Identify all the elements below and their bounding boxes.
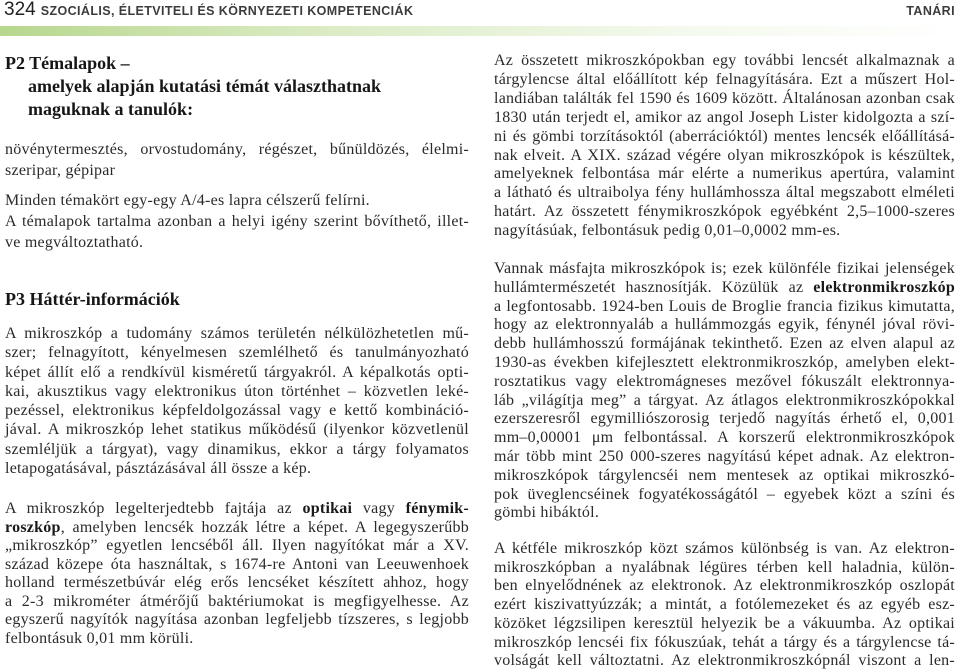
text-line: láb „világítja meg” a tárgyat. Az átlagos elektronmikroszkópokkal <box>494 391 955 409</box>
text-line: nagyításúak, felbontásuk pedig 0,01–0,0002 mm-es. <box>494 222 841 240</box>
text-line: a legfontosabb. 1924-ben Louis de Broglie francia fizikus kimutatta, <box>494 297 955 315</box>
text-line: ben elnyelődnének az elektronok. Az elektronmikroszkóp oszlopát <box>494 577 955 595</box>
bold-term: optikai <box>302 500 353 517</box>
text-line: A témalapok tartalma azonban a helyi igény szerint bővíthető, illet- <box>5 213 469 230</box>
text-run: , amelyben lencsék hozzák létre a képet. A legegyszerűbb <box>60 518 469 536</box>
text-line: a látható és ultraibolya fény hullámhossza által megszabott elméleti <box>494 184 955 202</box>
text-line: Az összetett mikroszkópokban egy további lencsét alkalmaznak a <box>494 52 955 69</box>
running-title: SZOCIÁLIS, ÉLETVITELI ÉS KÖRNYEZETI KOMPETENCIÁK <box>40 4 414 18</box>
text-run: vagy <box>352 500 406 517</box>
text-line: ezért kiszivattyúzzák; a mintát, a fotólemezeket és az egyéb esz- <box>494 596 955 614</box>
text-line: hogy az elektronnyaláb a hullámmozgás egyik, fénynél jóval rövi- <box>494 316 955 334</box>
text-line: letapogatásával, pásztázásával áll össze a kép. <box>5 460 312 478</box>
text-line: nak elveit. A XIX. század végére olyan mikroszkópok is készültek, <box>494 146 955 164</box>
text-line: mikroszkópok tárgylencséi nem mentesek az optikai mikroszkó- <box>494 466 955 484</box>
text-run: A mikroszkóp legelterjedtebb fajtája az <box>5 500 303 517</box>
p2-heading <box>5 52 469 121</box>
text-line: amelyeknek felbontása már elérte a numerikus apertúra, valamint <box>494 165 955 183</box>
text-line: 1930-as években kifejlesztett elektronmikroszkóp, amelyben elekt- <box>494 353 955 371</box>
text-line: mm–0,00001 μm felbontással. A korszerű elektronmikroszkópok <box>494 429 955 447</box>
text-line: A mikroszkóp a tudomány számos területén nélkülözhetetlen mű- <box>5 325 469 342</box>
text-line: rosztatikus vagy elektromágneses mezővel fókuszált elektronnya- <box>494 372 955 390</box>
bold-term: roszkóp <box>5 518 61 536</box>
bold-term: fénymik- <box>405 500 469 517</box>
topic-list <box>5 140 469 181</box>
text-line: landiában találták fel 1590 és 1609 között. Általánosan azonban csak <box>494 89 955 107</box>
edition-label: TANÁRI <box>906 4 955 18</box>
text-line: a 2-3 mikrométer átmérőjű baktériumokat is megfigyelhesse. Az <box>5 592 469 610</box>
text-line: növénytermesztés, orvostudomány, régészet, bűnüldözés, élelmi- <box>5 141 469 158</box>
body-paragraph <box>494 260 955 523</box>
text-line: egyszerű nagyítók nagyítása azonban legfeljebb tízszeres, s legjobb <box>5 611 469 628</box>
text-line <box>5 519 469 538</box>
p2-heading-title: P2 Témalapok – <box>5 53 130 73</box>
topic-note <box>5 211 469 253</box>
text-line: gömbi hibáktól. <box>494 504 600 522</box>
text-line: debb hullámhosszú formájának tekinthető. Ezen az elven alapul az <box>494 335 955 353</box>
text-line: közöket légzsilipen keresztül helyezik be a vákuumba. Az optikai <box>494 614 955 632</box>
text-line: pok üveglencséinek fogyatékosságától – egyebek közt a színi és <box>494 485 955 503</box>
text-line: „mikroszkóp” egyetlen lencséből áll. Ilyen nagyítókat már a XV. <box>5 537 469 554</box>
text-line: Vannak másfajta mikroszkópok is; ezek különféle fizikai jelenségek <box>494 260 955 277</box>
running-header <box>4 0 955 22</box>
text-line: ezerszeresről egymilliószorosig terjedő nagyítás érhető el, 0,001 <box>494 410 955 428</box>
text-line: szemléljük a tárgyat), vagy dinamikus, ekkor a tárgy folyamatos <box>5 440 469 458</box>
text-line: kai, akusztikus vagy elektronikus úton történhet – közvetlen leké- <box>5 382 469 400</box>
text-line: holland természetbúvár elég erős lencséket készített ahhoz, hogy <box>5 574 469 591</box>
text-line: ve megváltoztatható. <box>5 234 144 251</box>
topic-note <box>5 190 469 211</box>
body-paragraph <box>5 324 469 478</box>
bold-term: elektronmikroszkóp <box>813 278 955 296</box>
header-band <box>0 26 959 36</box>
text-line <box>494 279 955 298</box>
text-line: felbontásuk 0,01 mm körüli. <box>5 629 194 647</box>
text-line: század közepe óta használtak, s 1674-re Antoni van Leeuwenhoek <box>5 555 469 573</box>
text-line: szer; felnagyított, kényelmesen szemlélhető és tanulmányozható <box>5 344 469 362</box>
text-line: képet állít elő a rendkívül kisméretű tárgyakról. A képalkotás opti- <box>5 363 469 381</box>
text-line: határt. Az összetett fénymikroszkópok egyébként 2,5–1000-szeres <box>494 203 955 221</box>
body-paragraph <box>494 52 955 241</box>
p2-heading-subtitle: amelyek alapján kutatási témát választhatnak <box>28 76 382 96</box>
text-line: volságát kell változtatni. Az elektronmikroszkópnál viszont a len- <box>494 652 955 670</box>
text-line: mikroszkópban a nyalábnak légüres térben kell haladnia, külön- <box>494 558 955 576</box>
text-line: 1830 után terjedt el, amikor az angol Joseph Lister kidolgozta a szí- <box>494 108 955 126</box>
body-paragraph <box>494 540 955 671</box>
text-line: mikroszkóp lencséi fix fókuszúak, tehát a tárgy és a tárgylencse tá- <box>494 633 955 651</box>
text-line <box>5 500 469 519</box>
text-run: hullámtermészetét hasznosítják. Közülük az <box>494 278 814 296</box>
text-line: már több mint 250 000-szeres nagyítású képet adnak. Az elektron- <box>494 447 955 465</box>
text-line: jával. A mikroszkóp lehet statikus működésű (ilyenkor közvetlenül <box>5 421 469 439</box>
p3-heading: P3 Háttér-információk <box>5 289 180 309</box>
body-paragraph <box>5 500 469 648</box>
text-line: szeripar, gépipar <box>5 161 116 179</box>
text-line: A kétféle mikroszkóp közt számos különbség is van. Az elektron- <box>494 540 955 557</box>
text-line: tárgylencse által előállított kép felnagyítására. Ezt a műszert Hol- <box>494 70 955 88</box>
text-line: Minden témakört egy-egy A/4-es lapra célszerű felírni. <box>5 192 370 209</box>
text-line: pezéssel, elektronikus képfeldolgozással vagy e kettő kombináció- <box>5 402 469 420</box>
page-number: 324 <box>4 0 36 20</box>
p2-heading-subtitle: maguknak a tanulók: <box>28 99 194 119</box>
text-line: ni és gömbi torzításoktól (aberrációktól) mentes lencsék előállításá- <box>494 127 955 145</box>
